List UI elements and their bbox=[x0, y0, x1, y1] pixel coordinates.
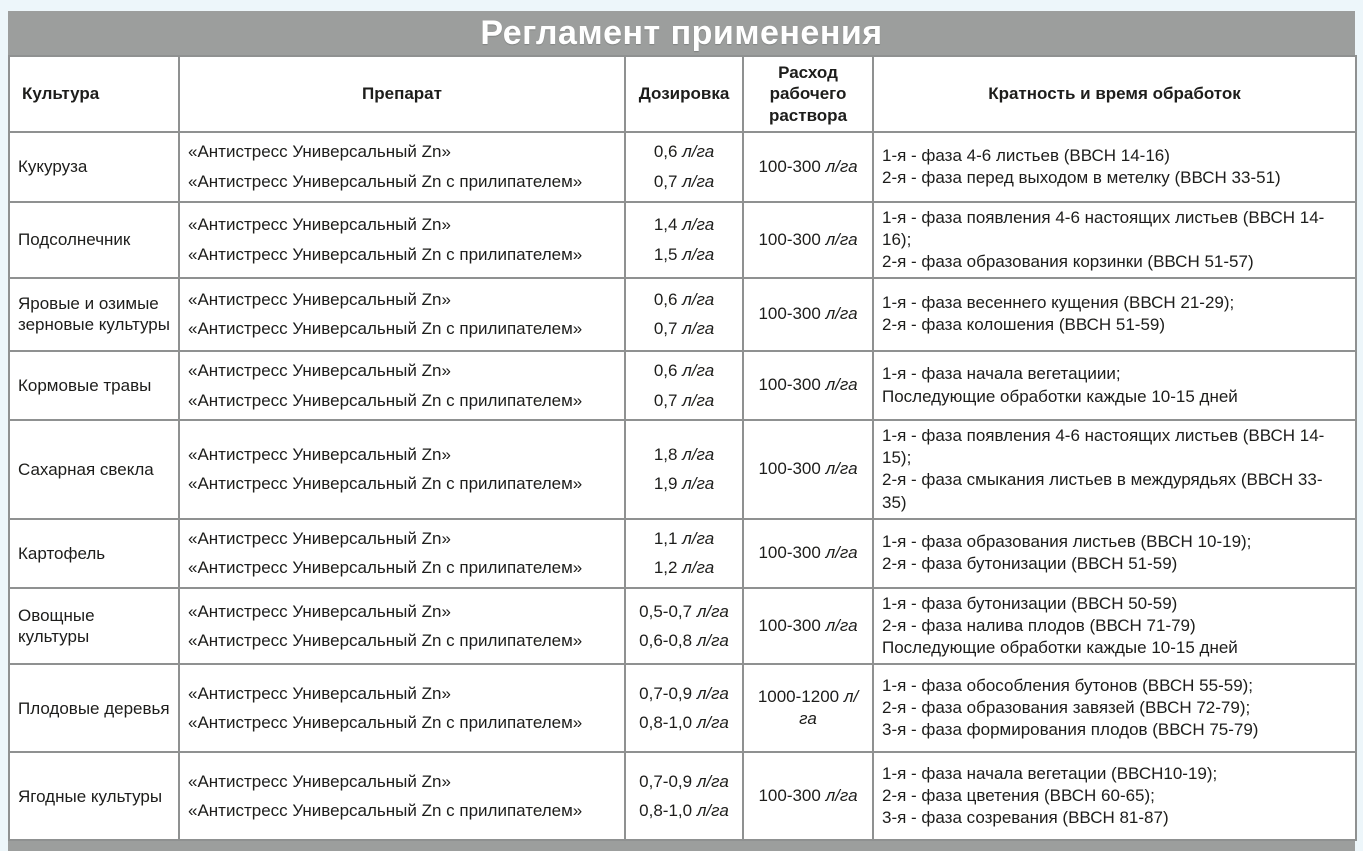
preparation-cell bbox=[179, 664, 625, 752]
preparation-name: «Антистресс Универсальный Zn с прилипателем» bbox=[188, 390, 583, 410]
table-row bbox=[9, 351, 1356, 421]
preparation-name: «Антистресс Универсальный Zn с прилипателем» bbox=[188, 244, 583, 264]
preparation-cell bbox=[179, 519, 625, 589]
preparation-cell bbox=[179, 752, 625, 840]
dosage-value: 0,8-1,0 bbox=[639, 801, 693, 821]
dosage-unit: л/га bbox=[682, 360, 715, 380]
crop-cell: Овощные культуры bbox=[9, 588, 179, 664]
column-header-crop: Культура bbox=[9, 56, 179, 132]
consumption-value: 100-300 bbox=[758, 616, 821, 636]
consumption-unit: л/га bbox=[825, 375, 858, 395]
dosage-cell bbox=[625, 752, 743, 840]
consumption-value: 1000-1200 bbox=[757, 687, 840, 707]
dosage-value: 0,6 bbox=[653, 360, 678, 380]
dosage-value: 0,7 bbox=[653, 390, 678, 410]
table-row bbox=[9, 588, 1356, 664]
table-bottom-band bbox=[8, 841, 1355, 851]
dosage-value: 0,7 bbox=[653, 171, 678, 191]
crop-cell: Кукуруза bbox=[9, 132, 179, 202]
preparation-name: «Антистресс Универсальный Zn» bbox=[188, 214, 451, 234]
dosage-line bbox=[634, 167, 734, 197]
dosage-unit: л/га bbox=[682, 474, 715, 494]
treatments-text: 1-я - фаза весеннего кущения (ВВСН 21-29); 2-я - фаза колошения (ВВСН 51-59) bbox=[882, 293, 1235, 335]
consumption-value: 100-300 bbox=[758, 543, 821, 563]
dosage-cell bbox=[625, 278, 743, 351]
dosage-value: 0,7 bbox=[653, 319, 678, 339]
dosage-line bbox=[634, 767, 734, 797]
dosage-value: 0,7-0,9 bbox=[639, 771, 693, 791]
consumption-value: 100-300 bbox=[758, 786, 821, 806]
treatments-cell bbox=[873, 664, 1356, 752]
consumption-unit: л/га bbox=[825, 304, 858, 324]
dosage-line bbox=[634, 679, 734, 709]
column-header-treatments: Кратность и время обработок bbox=[873, 56, 1356, 132]
consumption-unit: л/га bbox=[825, 543, 858, 563]
dosage-unit: л/га bbox=[682, 171, 715, 191]
consumption-cell bbox=[743, 664, 873, 752]
table-title-bar bbox=[8, 11, 1355, 55]
dosage-value: 1,2 bbox=[653, 558, 678, 578]
treatments-text: 1-я - фаза появления 4-6 настоящих листьев (ВВСН 14-16); 2-я - фаза образования корзинки (ВВСН 51-57) bbox=[882, 207, 1325, 271]
dosage-value: 0,6 bbox=[653, 142, 678, 161]
dosage-line bbox=[634, 553, 734, 583]
dosage-unit: л/га bbox=[682, 244, 715, 264]
preparation-name: «Антистресс Универсальный Zn» bbox=[188, 683, 451, 703]
table-row bbox=[9, 519, 1356, 589]
consumption-unit: л/га bbox=[825, 229, 858, 249]
consumption-value: 100-300 bbox=[758, 156, 821, 176]
crop-cell: Сахарная свекла bbox=[9, 420, 179, 518]
treatments-text: 1-я - фаза образования листьев (ВВСН 10-19); 2-я - фаза бутонизации (ВВСН 51-59) bbox=[882, 532, 1252, 574]
treatments-text: 1-я - фаза 4-6 листьев (ВВСН 14-16) 2-я - фаза перед выходом в метелку (ВВСН 33-51) bbox=[882, 145, 1281, 187]
preparation-name: «Антистресс Универсальный Zn с прилипателем» bbox=[188, 474, 583, 494]
table-header bbox=[9, 56, 1356, 132]
treatments-text: 1-я - фаза обособления бутонов (ВВСН 55-59); 2-я - фаза образования завязей (ВВСН 72-79); 3-я - фаза формирования плодов (ВВСН 75-79) bbox=[882, 676, 1259, 740]
dosage-value: 1,8 bbox=[653, 444, 678, 464]
dosage-cell bbox=[625, 202, 743, 278]
dosage-unit: л/га bbox=[682, 319, 715, 339]
treatments-cell bbox=[873, 202, 1356, 278]
dosage-unit: л/га bbox=[682, 558, 715, 578]
preparation-name: «Антистресс Универсальный Zn» bbox=[188, 601, 451, 621]
column-header-consumption: Расход рабочего раствора bbox=[743, 56, 873, 132]
preparation-cell bbox=[179, 132, 625, 202]
treatments-text: 1-я - фаза появления 4-6 настоящих листьев (ВВСН 14-15); 2-я - фаза смыкания листьев в междурядьях (ВВСН 33-35) bbox=[882, 426, 1325, 512]
dosage-unit: л/га bbox=[682, 528, 715, 548]
column-header-preparation: Препарат bbox=[179, 56, 625, 132]
consumption-unit: л/га bbox=[825, 156, 858, 176]
dosage-line bbox=[634, 285, 734, 315]
dosage-unit: л/га bbox=[696, 601, 729, 621]
consumption-cell bbox=[743, 519, 873, 589]
preparation-name: «Антистресс Универсальный Zn» bbox=[188, 142, 451, 161]
dosage-cell bbox=[625, 519, 743, 589]
consumption-cell bbox=[743, 132, 873, 202]
preparation-name: «Антистресс Универсальный Zn» bbox=[188, 360, 451, 380]
preparation-name: «Антистресс Универсальный Zn с прилипателем» bbox=[188, 171, 583, 191]
consumption-cell bbox=[743, 752, 873, 840]
dosage-value: 0,6-0,8 bbox=[639, 631, 693, 651]
table-row bbox=[9, 278, 1356, 351]
treatments-cell bbox=[873, 420, 1356, 518]
dosage-line bbox=[634, 210, 734, 240]
crop-cell: Плодовые деревья bbox=[9, 664, 179, 752]
consumption-cell bbox=[743, 420, 873, 518]
preparation-name: «Антистресс Универсальный Zn» bbox=[188, 289, 451, 309]
preparation-cell bbox=[179, 420, 625, 518]
consumption-cell bbox=[743, 202, 873, 278]
dosage-line bbox=[634, 240, 734, 270]
consumption-cell bbox=[743, 278, 873, 351]
dosage-cell bbox=[625, 588, 743, 664]
dosage-unit: л/га bbox=[682, 390, 715, 410]
dosage-line bbox=[634, 796, 734, 826]
preparation-cell bbox=[179, 588, 625, 664]
dosage-value: 0,6 bbox=[653, 289, 678, 309]
dosage-value: 1,5 bbox=[653, 244, 678, 264]
preparation-cell bbox=[179, 202, 625, 278]
column-header-dosage: Дозировка bbox=[625, 56, 743, 132]
treatments-text: 1-я - фаза начала вегетации (ВВСН10-19); 2-я - фаза цветения (ВВСН 60-65); 3-я - фаза созревания (ВВСН 81-87) bbox=[882, 764, 1218, 828]
dosage-line bbox=[634, 137, 734, 167]
dosage-line bbox=[634, 440, 734, 470]
dosage-value: 1,9 bbox=[653, 474, 678, 494]
dosage-cell bbox=[625, 664, 743, 752]
table-row bbox=[9, 132, 1356, 202]
dosage-value: 0,5-0,7 bbox=[639, 601, 693, 621]
consumption-value: 100-300 bbox=[758, 304, 821, 324]
dosage-line bbox=[634, 469, 734, 499]
dosage-unit: л/га bbox=[696, 631, 729, 651]
dosage-line bbox=[634, 386, 734, 416]
dosage-value: 0,7-0,9 bbox=[639, 683, 693, 703]
dosage-unit: л/га bbox=[696, 771, 729, 791]
treatments-cell bbox=[873, 278, 1356, 351]
dosage-unit: л/га bbox=[696, 683, 729, 703]
crop-cell: Кормовые травы bbox=[9, 351, 179, 421]
preparation-cell bbox=[179, 278, 625, 351]
dosage-cell bbox=[625, 351, 743, 421]
table-row bbox=[9, 752, 1356, 840]
table-row bbox=[9, 420, 1356, 518]
dosage-line bbox=[634, 708, 734, 738]
dosage-unit: л/га bbox=[696, 713, 729, 733]
dosage-unit: л/га bbox=[682, 142, 715, 161]
preparation-name: «Антистресс Универсальный Zn» bbox=[188, 771, 451, 791]
treatments-text: 1-я - фаза бутонизации (ВВСН 50-59) 2-я - фаза налива плодов (ВВСН 71-79) Последующие обработки каждые 10-15 дней bbox=[882, 594, 1238, 658]
table-row bbox=[9, 664, 1356, 752]
dosage-value: 1,4 bbox=[653, 214, 678, 234]
table-title: Регламент применения bbox=[480, 13, 883, 52]
preparation-name: «Антистресс Универсальный Zn» bbox=[188, 528, 451, 548]
dosage-unit: л/га bbox=[696, 801, 729, 821]
treatments-cell bbox=[873, 752, 1356, 840]
dosage-line bbox=[634, 626, 734, 656]
dosage-line bbox=[634, 524, 734, 554]
consumption-cell bbox=[743, 351, 873, 421]
table-body bbox=[9, 132, 1356, 840]
preparation-name: «Антистресс Универсальный Zn с прилипателем» bbox=[188, 558, 583, 578]
dosage-line bbox=[634, 356, 734, 386]
crop-cell: Картофель bbox=[9, 519, 179, 589]
consumption-unit: л/га bbox=[799, 687, 859, 729]
consumption-value: 100-300 bbox=[758, 375, 821, 395]
preparation-name: «Антистресс Универсальный Zn с прилипателем» bbox=[188, 319, 583, 339]
dosage-line bbox=[634, 314, 734, 344]
table-row bbox=[9, 202, 1356, 278]
dosage-line bbox=[634, 597, 734, 627]
treatments-cell bbox=[873, 588, 1356, 664]
preparation-name: «Антистресс Универсальный Zn с прилипателем» bbox=[188, 713, 583, 733]
consumption-value: 100-300 bbox=[758, 459, 821, 479]
dosage-unit: л/га bbox=[682, 289, 715, 309]
consumption-unit: л/га bbox=[825, 616, 858, 636]
application-regulations-table bbox=[8, 55, 1357, 841]
consumption-value: 100-300 bbox=[758, 229, 821, 249]
dosage-unit: л/га bbox=[682, 444, 715, 464]
dosage-value: 1,1 bbox=[653, 528, 678, 548]
dosage-unit: л/га bbox=[682, 214, 715, 234]
treatments-cell bbox=[873, 519, 1356, 589]
consumption-unit: л/га bbox=[825, 459, 858, 479]
treatments-cell bbox=[873, 132, 1356, 202]
treatments-cell bbox=[873, 351, 1356, 421]
header-row bbox=[9, 56, 1356, 132]
crop-cell: Яровые и озимые зерновые культуры bbox=[9, 278, 179, 351]
dosage-cell bbox=[625, 132, 743, 202]
crop-cell: Ягодные культуры bbox=[9, 752, 179, 840]
preparation-name: «Антистресс Универсальный Zn» bbox=[188, 444, 451, 464]
preparation-name: «Антистресс Универсальный Zn с прилипателем» bbox=[188, 631, 583, 651]
preparation-name: «Антистресс Универсальный Zn с прилипателем» bbox=[188, 801, 583, 821]
crop-cell: Подсолнечник bbox=[9, 202, 179, 278]
consumption-cell bbox=[743, 588, 873, 664]
consumption-unit: л/га bbox=[825, 786, 858, 806]
dosage-cell bbox=[625, 420, 743, 518]
dosage-value: 0,8-1,0 bbox=[639, 713, 693, 733]
preparation-cell bbox=[179, 351, 625, 421]
treatments-text: 1-я - фаза начала вегетациии; Последующие обработки каждые 10-15 дней bbox=[882, 364, 1238, 406]
